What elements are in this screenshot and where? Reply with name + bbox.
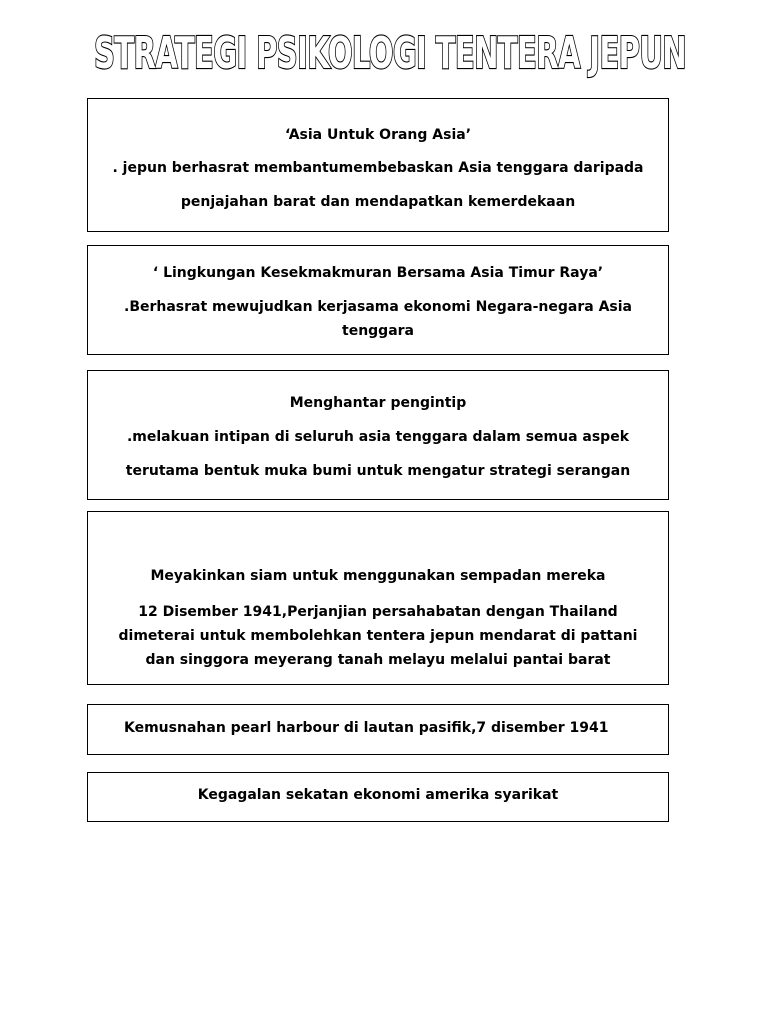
card-text-line: .melakuan intipan di seluruh asia tenggara dalam semua aspek (126, 429, 630, 445)
title-graphic (0, 22, 768, 82)
card-heading: ‘ Lingkungan Kesekmakmuran Bersama Asia Timur Raya’ (152, 265, 604, 281)
strategy-card-sekatan-ekonomi (87, 772, 669, 822)
card-heading: ‘Asia Untuk Orang Asia’ (284, 127, 472, 143)
strategy-card-pearl-harbour (87, 704, 669, 755)
card-text-line: penjajahan barat dan mendapatkan kemerdekaan (180, 194, 576, 210)
strategy-card-asia-untuk-orang-asia (87, 98, 669, 232)
card-text-line: terutama bentuk muka bumi untuk mengatur strategi serangan (125, 463, 631, 479)
strategy-card-menghantar-pengintip (87, 370, 669, 500)
card-heading: Menghantar pengintip (289, 395, 467, 411)
strategy-card-lingkungan-kemakmuran (87, 245, 669, 355)
page-title (0, 22, 768, 82)
card-text: Kegagalan sekatan ekonomi amerika syarikat (197, 787, 559, 803)
title-text: STRATEGI PSIKOLOGI TENTERA JEPUN (94, 28, 686, 79)
card-text-line: . jepun berhasrat membantumembebaskan Asia tenggara daripada (112, 160, 644, 176)
card-text: Kemusnahan pearl harbour di lautan pasifik,7 disember 1941 (124, 720, 609, 736)
strategy-card-meyakinkan-siam (87, 511, 669, 685)
card-heading: Meyakinkan siam untuk menggunakan sempadan mereka (150, 568, 606, 584)
card-text: .Berhasrat mewujudkan kerjasama ekonomi Negara-negara Asia tenggara (124, 299, 632, 339)
card-text: 12 Disember 1941,Perjanjian persahabatan dengan Thailand dimeterai untuk membolehkan tentera jepun mendarat di pattani dan singgora meyerang tanah melayu melalui pantai barat (118, 604, 638, 668)
